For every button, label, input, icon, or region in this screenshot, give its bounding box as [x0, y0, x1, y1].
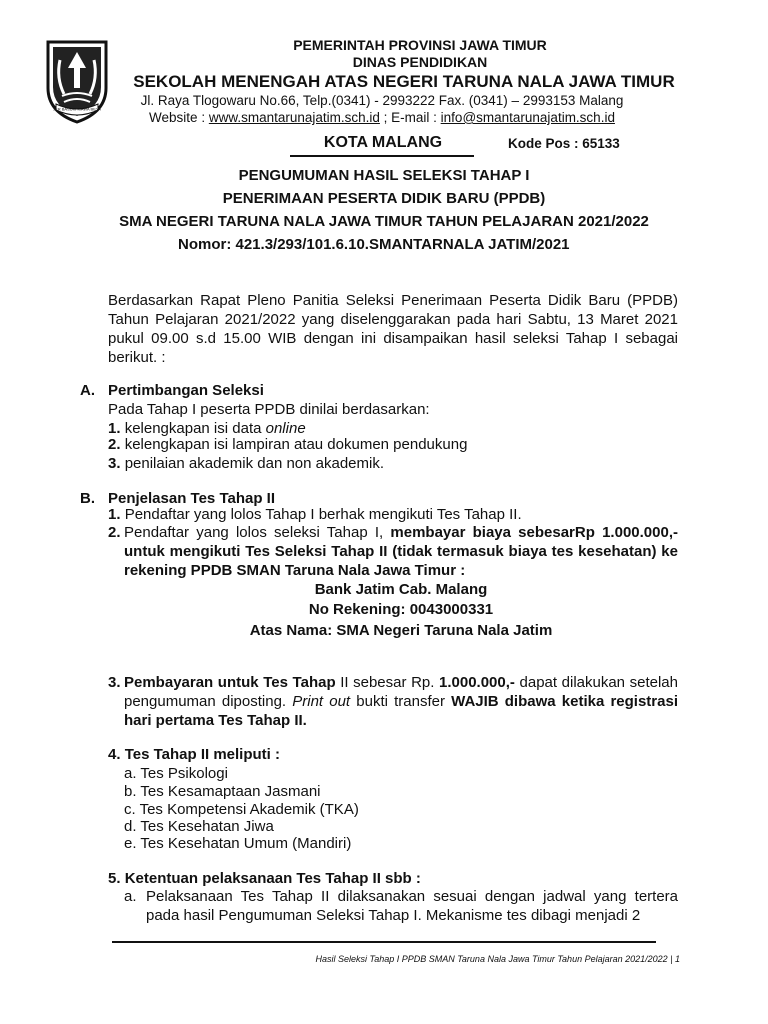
letterhead-school-name: SEKOLAH MENENGAH ATAS NEGERI TARUNA NALA JAWA TIMUR [133, 72, 675, 91]
letterhead-government: PEMERINTAH PROVINSI JAWA TIMUR [293, 37, 547, 53]
email-label: ; E-mail : [379, 110, 441, 125]
announcement-title-line2: PENERIMAAN PESERTA DIDIK BARU (PPDB) [222, 190, 546, 207]
postal-code: Kode Pos : 65133 [508, 136, 620, 151]
account-number: No Rekening: 0043000331 [308, 601, 494, 618]
section-a-item-3: 3. penilaian akademik dan non akademik. [108, 455, 385, 472]
section-a-lead: Pada Tahap I peserta PPDB dinilai berdasarkan: [108, 401, 430, 418]
intro-paragraph: Berdasarkan Rapat Pleno Panitia Seleksi Penerimaan Peserta Didik Baru (PPDB) Tahun Pelajaran 2021/2022 yang diselenggarakan pada hari Sabtu, 13 Maret 2021 pukul 09.00 s.d 15.00 WIB dengan ini disampaikan hasil seleksi Tahap I sebagai berikut. : [108, 292, 678, 366]
test-list-item: b. Tes Kesamaptaan Jasmani [124, 783, 321, 800]
footer-divider [112, 941, 656, 943]
section-b-item-2-text: Pendaftar yang lolos seleksi Tahap I, membayar biaya sebesarRp 1.000.000,- untuk mengikuti Tes Seleksi Tahap II (tidak termasuk biaya tes kesehatan) ke rekening PPDB SMAN Taruna Nala Jawa Timur : [124, 524, 678, 579]
letterhead-department: DINAS PENDIDIKAN [352, 54, 488, 70]
svg-text:JER BASUKI MAWA BEYA: JER BASUKI MAWA BEYA [53, 106, 101, 112]
test-list-item: a. Tes Psikologi [124, 765, 228, 782]
section-b-heading: Penjelasan Tes Tahap II [108, 490, 276, 507]
announcement-title-line3: SMA NEGERI TARUNA NALA JAWA TIMUR TAHUN PELAJARAN 2021/2022 [119, 213, 649, 230]
section-a-item-1: 1. kelengkapan isi data online [108, 420, 306, 437]
bank-name: Bank Jatim Cab. Malang [314, 581, 488, 598]
website-label: Website : [149, 110, 209, 125]
test-list-item: d. Tes Kesehatan Jiwa [124, 818, 274, 835]
section-b-item-5-heading: 5. Ketentuan pelaksanaan Tes Tahap II sbb : [108, 870, 421, 887]
city-underline [290, 155, 474, 157]
section-a-letter: A. [80, 382, 95, 399]
test-list-item: e. Tes Kesehatan Umum (Mandiri) [124, 835, 352, 852]
section-a-item-2: 2. kelengkapan isi lampiran atau dokumen pendukung [108, 436, 468, 453]
letterhead-contact [112, 110, 652, 126]
section-b-item-1: 1. Pendaftar yang lolos Tahap I berhak mengikuti Tes Tahap II. [108, 506, 522, 523]
east-java-emblem-logo [44, 38, 110, 124]
section-b-item-4-heading: 4. Tes Tahap II meliputi : [108, 746, 280, 763]
city-label: KOTA MALANG [323, 134, 443, 151]
section-b-item-5a-letter: a. [124, 888, 137, 905]
announcement-number: Nomor: 421.3/293/101.6.10.SMANTARNALA JATIM/2021 [178, 236, 570, 253]
email-link[interactable]: info@smantarunajatim.sch.id [440, 110, 615, 125]
account-holder: Atas Nama: SMA Negeri Taruna Nala Jatim [249, 622, 553, 639]
section-b-item-2-number: 2. [108, 524, 121, 541]
test-list-item: c. Tes Kompetensi Akademik (TKA) [124, 801, 359, 818]
letterhead-address: Jl. Raya Tlogowaru No.66, Telp.(0341) - 2993222 Fax. (0341) – 2993153 Malang [140, 93, 624, 108]
announcement-title-line1: PENGUMUMAN HASIL SELEKSI TAHAP I [238, 167, 530, 184]
section-b-item-3-text: Pembayaran untuk Tes Tahap II sebesar Rp. 1.000.000,- dapat dilakukan setelah pengumuman diposting. Print out bukti transfer WAJIB dibawa ketika registrasi hari pertama Tes Tahap II. [124, 674, 678, 729]
section-b-item-3-number: 3. [108, 674, 121, 691]
section-a-heading: Pertimbangan Seleksi [108, 382, 264, 399]
section-b-letter: B. [80, 490, 95, 507]
website-link[interactable]: www.smantarunajatim.sch.id [208, 110, 380, 125]
footer-text: Hasil Seleksi Tahap I PPDB SMAN Taruna Nala Jawa Timur Tahun Pelajaran 2021/2022 | 1 [315, 954, 680, 964]
section-b-item-5a-text: Pelaksanaan Tes Tahap II dilaksanakan sesuai dengan jadwal yang tertera pada hasil Pengumuman Seleksi Tahap I. Mekanisme tes dibagi menjadi 2 [146, 888, 678, 924]
